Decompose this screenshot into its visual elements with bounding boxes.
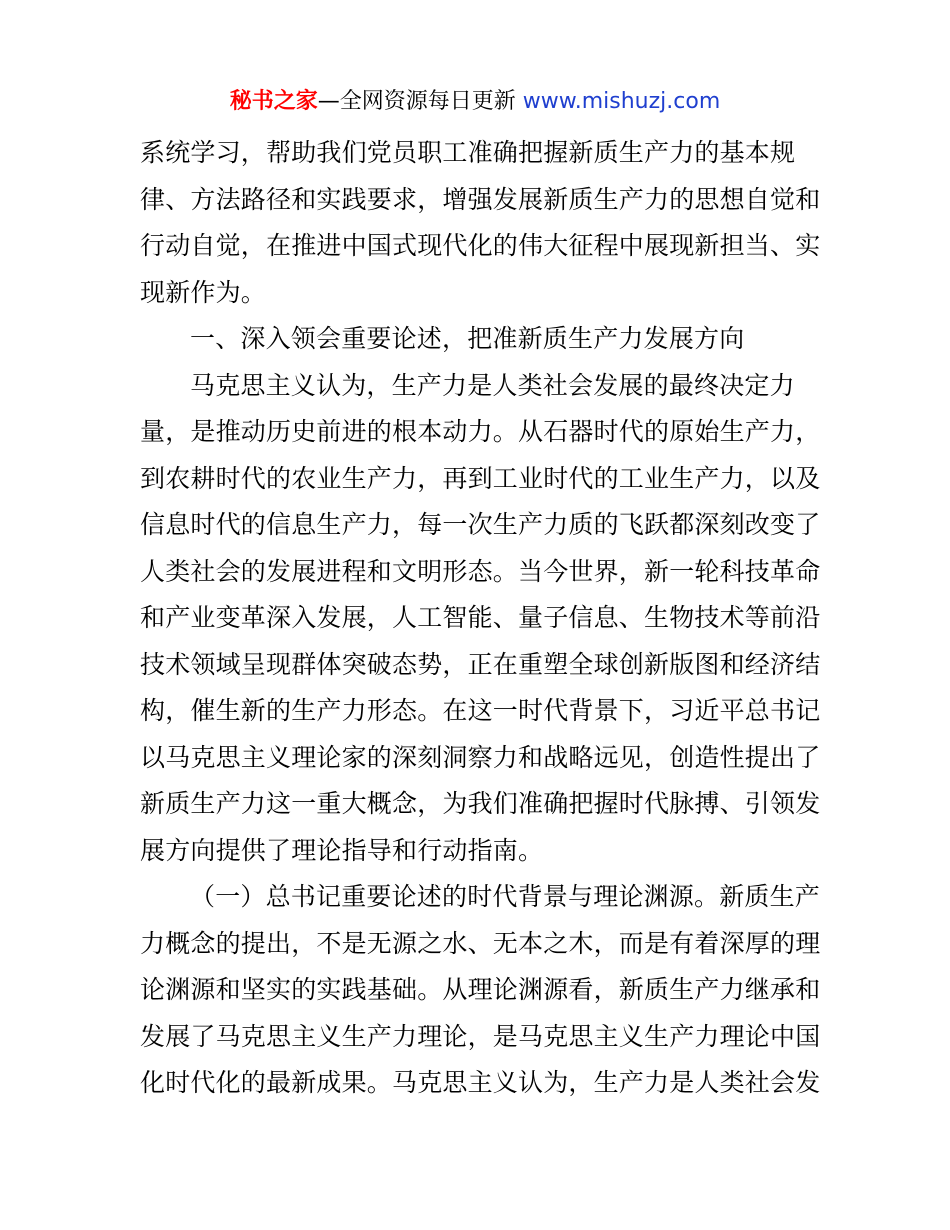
text-line: 量，是推动历史前进的根本动力。从石器时代的原始生产力， xyxy=(140,417,821,446)
text-line: 到农耕时代的农业生产力，再到工业时代的工业生产力，以及 xyxy=(140,463,821,493)
text-line: 新质生产力这一重大概念，为我们准确把握时代脉搏、引领发 xyxy=(140,789,821,818)
text-line: 技术领域呈现群体突破态势，正在重塑全球创新版图和经济结 xyxy=(140,649,821,679)
text-line: 人类社会的发展进程和文明形态。当今世界，新一轮科技革命 xyxy=(140,556,821,586)
text-line: 律、方法路径和实践要求，增强发展新质生产力的思想自觉和 xyxy=(140,184,821,214)
text-line: 以马克思主义理论家的深刻洞察力和战略远见，创造性提出了 xyxy=(140,742,821,772)
text-line: 发展了马克思主义生产力理论，是马克思主义生产力理论中国 xyxy=(140,1021,821,1051)
text-line: 信息时代的信息生产力，每一次生产力质的飞跃都深刻改变了 xyxy=(140,510,821,539)
text-line: 化时代化的最新成果。马克思主义认为，生产力是人类社会发 xyxy=(140,1068,821,1097)
text-line: 行动自觉，在推进中国式现代化的伟大征程中展现新担当、实 xyxy=(140,231,821,260)
document-body xyxy=(140,130,821,1107)
header-url-link[interactable]: www.mishuzj.com xyxy=(522,89,721,114)
section-heading xyxy=(140,316,812,363)
text-line: 展方向提供了理论指导和行动指南。 xyxy=(140,835,544,865)
text-line: 系统学习，帮助我们党员职工准确把握新质生产力的基本规 xyxy=(140,138,796,167)
paragraph-intro-continuation xyxy=(140,130,821,316)
text-line: 马克思主义认为，生产力是人类社会发展的最终决定力 xyxy=(190,370,795,400)
text-line: 力概念的提出，不是无源之水、无本之木，而是有着深厚的理 xyxy=(140,928,821,958)
paragraph-subsection-one xyxy=(140,874,821,1107)
text-line: 构，催生新的生产力形态。在这一时代背景下，习近平总书记 xyxy=(140,696,821,725)
paragraph-marxism xyxy=(140,363,821,875)
text-line: 和产业变革深入发展，人工智能、量子信息、生物技术等前沿 xyxy=(140,603,821,632)
text-line: 现新作为。 xyxy=(140,277,267,307)
header-brand: 秘书之家 xyxy=(229,89,318,114)
text-line: （一）总书记重要论述的时代背景与理论渊源。新质生产 xyxy=(190,882,821,911)
page-header xyxy=(0,86,950,118)
text-line: 论渊源和坚实的实践基础。从理论渊源看，新质生产力继承和 xyxy=(140,975,821,1004)
section-heading-text: 一、深入领会重要论述，把准新质生产力发展方向 xyxy=(190,324,745,353)
header-slogan: —全网资源每日更新 xyxy=(317,89,516,114)
